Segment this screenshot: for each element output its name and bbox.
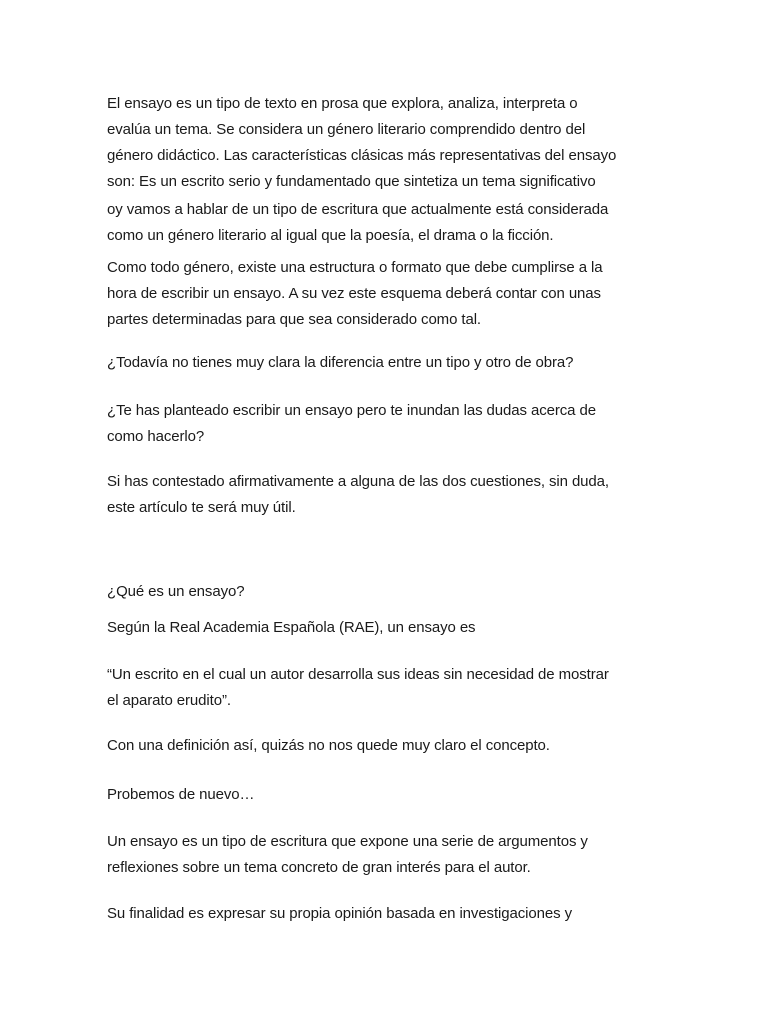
paragraph-intro: El ensayo es un tipo de texto en prosa que explora, analiza, interpreta o evalúa un tema. Se considera un género literario comprendido dentro del género didáctico. Las características clásicas más representativas del ensayo son: Es un escrito serio y fundamentado que sintetiza un tema significativo	[107, 95, 617, 190]
paragraph-definition: Con una definición así, quizás no nos quede muy claro el concepto.	[107, 737, 550, 754]
paragraph-rae: Según la Real Academia Española (RAE), un ensayo es	[107, 619, 476, 636]
paragraph-question-difference: ¿Todavía no tienes muy clara la diferencia entre un tipo y otro de obra?	[107, 354, 574, 371]
paragraph-purpose: Su finalidad es expresar su propia opinión basada en investigaciones y	[107, 905, 572, 922]
paragraph-try-again: Probemos de nuevo…	[107, 786, 255, 803]
paragraph-useful: Si has contestado afirmativamente a alguna de las dos cuestiones, sin duda, este artículo te será muy útil.	[107, 473, 609, 516]
heading-what-is-essay: ¿Qué es un ensayo?	[107, 583, 245, 600]
paragraph-question-doubts: ¿Te has planteado escribir un ensayo pero te inundan las dudas acerca de como hacerlo?	[107, 402, 596, 445]
paragraph-quote: “Un escrito en el cual un autor desarrolla sus ideas sin necesidad de mostrar el aparato erudito”.	[107, 666, 609, 709]
paragraph-structure: Como todo género, existe una estructura o formato que debe cumplirse a la hora de escribir un ensayo. A su vez este esquema deberá contar con unas partes determinadas para que sea considerado como tal.	[107, 259, 603, 328]
paragraph-essay-definition: Un ensayo es un tipo de escritura que expone una serie de argumentos y reflexiones sobre un tema concreto de gran interés para el autor.	[107, 833, 588, 876]
paragraph-genre: oy vamos a hablar de un tipo de escritura que actualmente está considerada como un género literario al igual que la poesía, el drama o la ficción.	[107, 201, 609, 244]
